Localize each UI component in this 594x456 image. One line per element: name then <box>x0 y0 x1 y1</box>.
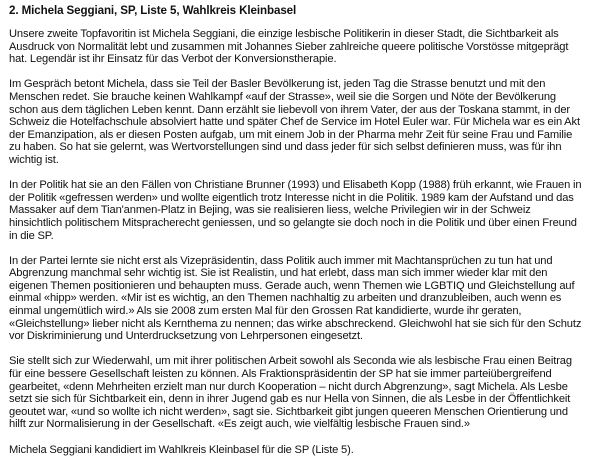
article-paragraph-candidacy: Michela Seggiani kandidiert im Wahlkreis Kleinbasel für die SP (Liste 5). <box>9 443 354 456</box>
article-heading: 2. Michela Seggiani, SP, Liste 5, Wahlkreis Kleinbasel <box>9 4 297 17</box>
article-paragraph-politics-start: In der Politik hat sie an den Fällen von Christiane Brunner (1993) und Elisabeth Kopp (1988) früh erkannt, wie Frauen in der Politik «gefressen werden» und wollte eigentlich trotz Interesse nicht in die Politik. 1989 kam der Aufstand und das Massaker auf dem Tian'anmen-Platz in Bejing, was sie realisieren liess, welche Privilegien wir in der Schweiz hinsichtlich politischem Mitspracherecht geniessen, und so gelangte sie doch noch in die Politik und über einen Freund in die SP. <box>9 179 582 242</box>
article-paragraph-background: Im Gespräch betont Michela, dass sie Teil der Basler Bevölkerung ist, jeden Tag die Strasse benutzt und mit den Menschen redet. Sie brauche keinen Wahlkampf «auf der Strasse», weil sie die Sorgen und Nöte der Bevölkerung schon aus dem täglichen Leben kennt. Dann erzählt sie liebevoll von ihrem Vater, der aus der Toskana stammt, in der Schweiz die Hotelfachschule absolviert hatte und später Chef de Service im Hotel Euler war. Für Michela war es ein Akt der Emanzipation, als er diesen Posten aufgab, um mit einem Job in der Pharma mehr Zeit für seine Frau und Familie zu haben. So hat sie gelernt, was Wertvorstellungen sind und dass jeder für sich selbst definieren muss, was für ihn wichtig ist. <box>9 78 580 166</box>
article-paragraph-intro: Unsere zweite Topfavoritin ist Michela Seggiani, die einzige lesbische Politikerin in dieser Stadt, die Sichtbarkeit als Ausdruck von Normalität lebt und zusammen mit Johannes Sieber zahlreiche queere politische Vorstösse mitgeprägt hat. Legendär ist ihr Einsatz für das Verbot der Konversionstherapie. <box>9 28 569 66</box>
article-paragraph-reelection: Sie stellt sich zur Wiederwahl, um mit ihrer politischen Arbeit sowohl als Seconda wie als lesbische Frau einen Beitrag für eine bessere Gesellschaft leisten zu können. Als Fraktionspräsidentin der SP hat sie immer parteiübergreifend gearbeitet, «denn Mehrheiten erzielt man nur durch Kooperation – nicht durch Abgrenzung», sagt Michela. Als Lesbe setzt sie sich für Sichtbarkeit ein, denn in ihrer Jugend gab es nur Hella von Sinnen, die als Lesbe in der Öffentlichkeit geoutet war, «und so wollte ich nicht werden», sagt sie. Sichtbarkeit gibt jungen queeren Menschen Orientierung und hilft zur Normalisierung in der Gesellschaft. «Es zeigt auch, wie vielfältig lesbische Frauen sind.» <box>9 355 572 431</box>
article-paragraph-party: In der Partei lernte sie nicht erst als Vizepräsidentin, dass Politik auch immer mit Machtansprüchen zu tun hat und Abgrenzung manchmal sehr wichtig ist. Sie ist Realistin, und hat erlebt, dass man sich immer wieder klar mit den eigenen Themen positionieren und behaupten muss. Gerade auch, wenn Themen wie LGBTIQ und Gleichstellung auf einmal «hipp» werden. «Mir ist es wichtig, an den Themen nachhaltig zu arbeiten und dranzubleiben, auch wenn es einmal ungemütlich wird.» Als sie 2008 zum ersten Mal für den Grossen Rat kandidierte, wurde ihr geraten, «Gleichstellung» lieber nicht als Kernthema zu nennen; das wirke abschreckend. Gleichwohl hat sie sich für den Schutz vor Diskriminierung und Unterdrucksetzung von Lehrpersonen eingesetzt. <box>9 254 582 343</box>
